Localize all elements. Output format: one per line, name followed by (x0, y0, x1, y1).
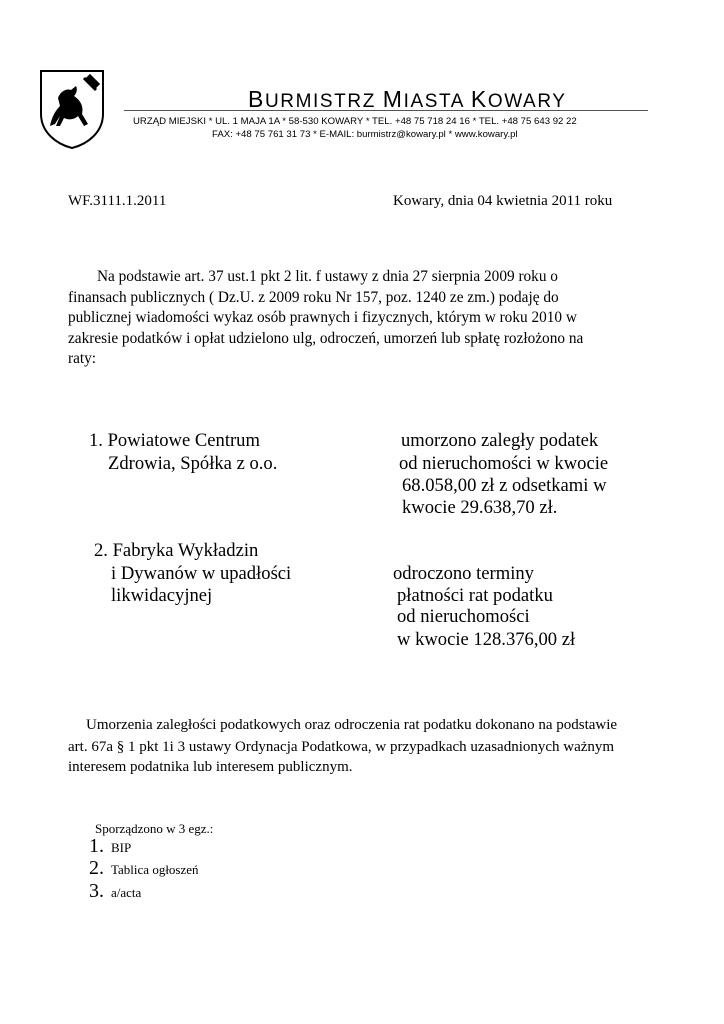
place-date: Kowary, dnia 04 kwietnia 2011 roku (393, 193, 613, 209)
closing-line: art. 67a § 1 pkt 1i 3 ustawy Ordynacja Podatkowa, w przypadkach uzasadnionych ważnym (68, 739, 615, 755)
copies-item-number: 1. (89, 835, 104, 857)
title-part: IASTA (403, 91, 471, 112)
closing-line: Umorzenia zaległości podatkowych oraz odroczenia rat podatku dokonano na podstawie (86, 717, 618, 733)
entry-2-decision-line: od nieruchomości (397, 606, 530, 627)
intro-line: zakresie podatków i opłat udzielono ulg, odroczeń, umorzeń lub spłatę rozłożono na (68, 329, 584, 347)
title-part: URMISTRZ (264, 91, 383, 112)
copies-list-item (89, 857, 199, 880)
entry-1-decision-line: kwocie 29.638,70 zł. (402, 497, 558, 518)
title-initial: K (470, 86, 488, 112)
letterhead-divider (124, 110, 648, 111)
closing-line: interesem podatnika lub interesem publicznym. (68, 759, 353, 775)
entry-2-decision-line: płatności rat podatku (397, 585, 553, 606)
letterhead-contact: FAX: +48 75 761 31 73 * E-MAIL: burmistrz@kowary.pl * www.kowary.pl (212, 129, 518, 140)
coat-of-arms-icon (38, 68, 106, 150)
entry-2-name-line: 2. Fabryka Wykładzin (94, 540, 259, 561)
copies-list-item (89, 880, 141, 903)
entry-2-name-line: likwidacyjnej (111, 585, 213, 606)
intro-paragraph (68, 267, 652, 370)
entry-2-name-line: i Dywanów w upadłości (111, 563, 292, 584)
entry-1-decision-line: od nieruchomości w kwocie (399, 453, 609, 474)
entry-2-decision-line: odroczono terminy (393, 563, 534, 584)
intro-line: raty: (68, 350, 97, 367)
intro-line: finansach publicznych ( Dz.U. z 2009 roku Nr 157, poz. 1240 ze zm.) podaję do (68, 288, 559, 306)
reference-number: WF.3111.1.2011 (68, 193, 167, 209)
entry-1-name-line: 1. Powiatowe Centrum (89, 430, 260, 451)
copies-item-label: Tablica ogłoszeń (111, 862, 199, 877)
entry-1-name-line: Zdrowia, Spółka z o.o. (108, 453, 278, 474)
intro-line: Na podstawie art. 37 ust.1 pkt 2 lit. f ustawy z dnia 27 sierpnia 2009 roku o (97, 268, 558, 285)
intro-line: publicznej wiadomości wykaz osób prawnych i fizycznych, którym w roku 2010 w (68, 309, 577, 326)
letterhead-address: URZĄD MIEJSKI * UL. 1 MAJA 1A * 58-530 KOWARY * TEL. +48 75 718 24 16 * TEL. +48 75 643 92 22 (133, 116, 577, 127)
copies-item-number: 2. (89, 857, 104, 879)
copies-item-number: 3. (89, 880, 104, 902)
title-initial: B (248, 86, 265, 112)
entry-2-decision-line: w kwocie 128.376,00 zł (397, 629, 576, 650)
copies-list-item (89, 835, 131, 858)
entry-1-decision-line: 68.058,00 zł z odsetkami w (402, 475, 607, 496)
copies-item-label: BIP (111, 840, 132, 855)
title-initial: M (382, 86, 404, 112)
entry-1-decision-line: umorzono zaległy podatek (401, 430, 599, 451)
title-part: OWARY (487, 91, 567, 112)
copies-item-label: a/acta (111, 885, 142, 900)
letterhead-title (248, 86, 567, 113)
copies-heading: Sporządzono w 3 egz.: (95, 821, 214, 836)
